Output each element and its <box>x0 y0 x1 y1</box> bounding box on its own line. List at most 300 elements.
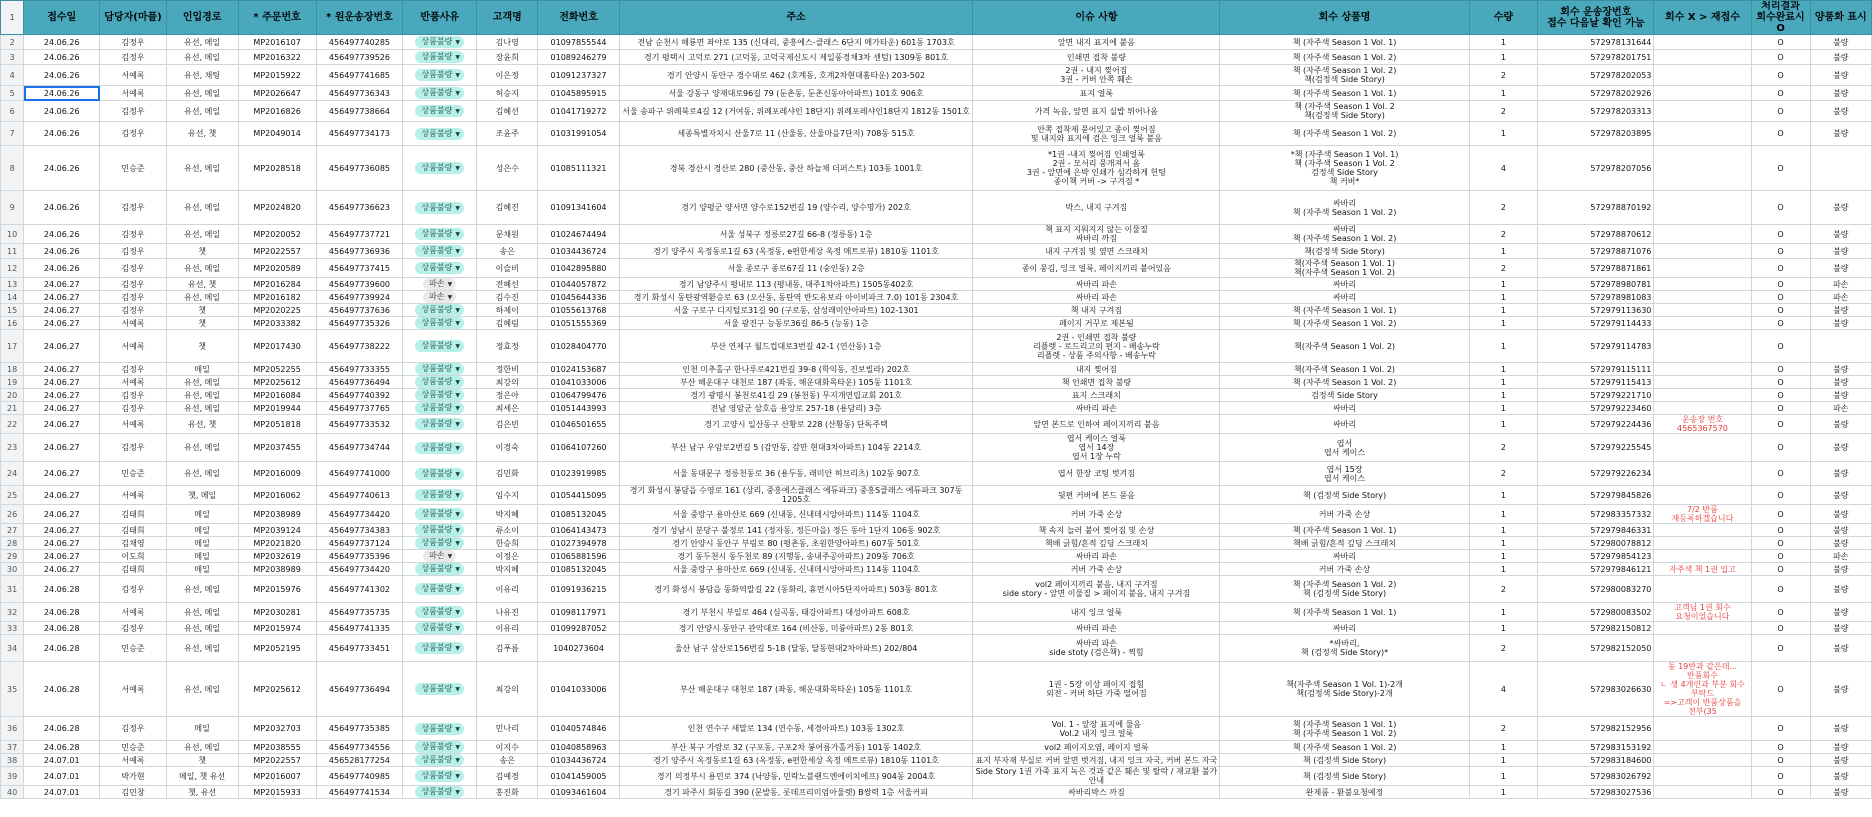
received-date-cell[interactable]: 24.06.26 <box>24 86 100 101</box>
return-tracking-number-cell[interactable]: 572979223460 <box>1538 402 1654 415</box>
original-tracking-number-cell[interactable]: 456497740392 <box>316 389 403 402</box>
return-reason-chip[interactable] <box>415 87 464 99</box>
return-product-cell[interactable]: 책(자주색 Season 1 Vol. 2) <box>1220 330 1469 363</box>
received-date-cell[interactable]: 24.06.26 <box>24 146 100 191</box>
return-reason-cell[interactable] <box>403 524 477 537</box>
inbound-channel-cell[interactable]: 메일, 챗 유선 <box>166 767 238 786</box>
quantity-cell[interactable]: 2 <box>1469 434 1538 462</box>
column-header[interactable]: 회수 X > 재접수 <box>1654 1 1751 35</box>
defect-flag-cell[interactable]: 불량 <box>1810 767 1871 786</box>
chevron-down-icon[interactable]: ▼ <box>455 320 460 327</box>
assignee-cell[interactable]: 박가현 <box>100 767 167 786</box>
chevron-down-icon[interactable]: ▼ <box>455 645 460 652</box>
original-tracking-number-cell[interactable]: 456497734744 <box>316 434 403 462</box>
return-product-cell[interactable]: 책 (자주색 Season 1 Vol. 1) <box>1220 304 1469 317</box>
return-reason-cell[interactable] <box>403 635 477 662</box>
assignee-cell[interactable]: 서예록 <box>100 86 167 101</box>
original-tracking-number-cell[interactable]: 456497737636 <box>316 304 403 317</box>
column-header[interactable]: 회수 운송장번호 접수 다음날 확인 가능 <box>1538 1 1654 35</box>
order-number-cell[interactable]: MP2016322 <box>238 50 316 65</box>
column-header[interactable]: 처리결과 회수완료시 O <box>1751 1 1810 35</box>
return-reason-chip[interactable] <box>415 402 464 414</box>
return-reason-chip[interactable] <box>415 786 464 798</box>
defect-flag-cell[interactable]: 불량 <box>1810 786 1871 799</box>
customer-name-cell[interactable]: 최강의 <box>477 662 538 717</box>
received-date-cell[interactable]: 24.07.01 <box>24 754 100 767</box>
received-date-cell[interactable]: 24.06.27 <box>24 415 100 434</box>
return-tracking-number-cell[interactable]: 572978871861 <box>1538 259 1654 278</box>
received-date-cell[interactable]: 24.07.01 <box>24 767 100 786</box>
row-number[interactable]: 4 <box>1 65 24 86</box>
return-tracking-number-cell[interactable]: 572980083270 <box>1538 576 1654 603</box>
re-registration-note-cell[interactable]: 자주색 책 1권 입고 <box>1654 563 1751 576</box>
re-registration-note-cell[interactable] <box>1654 191 1751 225</box>
order-number-cell[interactable]: MP2015933 <box>238 786 316 799</box>
result-mark-cell[interactable]: O <box>1751 50 1810 65</box>
return-reason-cell[interactable] <box>403 304 477 317</box>
result-mark-cell[interactable]: O <box>1751 576 1810 603</box>
assignee-cell[interactable]: 김정우 <box>100 434 167 462</box>
assignee-cell[interactable]: 서예록 <box>100 754 167 767</box>
return-tracking-number-cell[interactable]: 572979846331 <box>1538 524 1654 537</box>
chevron-down-icon[interactable]: ▼ <box>455 744 460 751</box>
return-reason-chip[interactable] <box>415 442 464 454</box>
inbound-channel-cell[interactable]: 유선, 메일 <box>166 662 238 717</box>
address-cell[interactable]: 경기 남양주시 평내로 113 (평내동, 대주1차아파트) 1505동402호 <box>619 278 973 291</box>
address-cell[interactable]: 인천 미추홀구 한나루로421번길 39-8 (학익동, 진보빌라) 202호 <box>619 363 973 376</box>
quantity-cell[interactable]: 4 <box>1469 662 1538 717</box>
assignee-cell[interactable]: 김민창 <box>100 786 167 799</box>
customer-name-cell[interactable]: 류소이 <box>477 524 538 537</box>
inbound-channel-cell[interactable]: 유선, 메일 <box>166 101 238 122</box>
row-number[interactable]: 25 <box>1 486 24 505</box>
quantity-cell[interactable]: 1 <box>1469 402 1538 415</box>
phone-number-cell[interactable]: 01098117971 <box>538 603 619 622</box>
return-product-cell[interactable]: 책(자주색 Season 1 Vol. 1)-2개 책(검정색 Side Story)-2개 <box>1220 662 1469 717</box>
inbound-channel-cell[interactable]: 유선, 메일 <box>166 389 238 402</box>
return-product-cell[interactable]: 책배 긁힘/흔적 깊딩 스크래치 <box>1220 537 1469 550</box>
return-tracking-number-cell[interactable]: 572983357332 <box>1538 505 1654 524</box>
quantity-cell[interactable]: 1 <box>1469 363 1538 376</box>
issue-notes-cell[interactable]: vol2 페이지오염, 페이지 얼룩 <box>973 741 1220 754</box>
inbound-channel-cell[interactable]: 유선, 메일 <box>166 50 238 65</box>
re-registration-note-cell[interactable] <box>1654 622 1751 635</box>
original-tracking-number-cell[interactable]: 456497741302 <box>316 576 403 603</box>
re-registration-note-cell[interactable] <box>1654 550 1751 563</box>
result-mark-cell[interactable]: O <box>1751 259 1810 278</box>
return-product-cell[interactable]: 싸바리 <box>1220 291 1469 304</box>
issue-notes-cell[interactable]: 엽서 케이스 얼룩 엽서 14장 엽서 1장 누락 <box>973 434 1220 462</box>
quantity-cell[interactable]: 4 <box>1469 146 1538 191</box>
return-reason-cell[interactable] <box>403 244 477 259</box>
inbound-channel-cell[interactable]: 메일 <box>166 363 238 376</box>
order-number-cell[interactable]: MP2032619 <box>238 550 316 563</box>
original-tracking-number-cell[interactable]: 456497733355 <box>316 363 403 376</box>
re-registration-note-cell[interactable] <box>1654 278 1751 291</box>
customer-name-cell[interactable]: 민나리 <box>477 717 538 741</box>
phone-number-cell[interactable]: 01042895880 <box>538 259 619 278</box>
row-number[interactable]: 31 <box>1 576 24 603</box>
received-date-cell[interactable]: 24.06.27 <box>24 376 100 389</box>
received-date-cell[interactable]: 24.06.27 <box>24 462 100 486</box>
customer-name-cell[interactable]: 하제이 <box>477 304 538 317</box>
original-tracking-number-cell[interactable]: 456497739924 <box>316 291 403 304</box>
return-reason-cell[interactable] <box>403 415 477 434</box>
defect-flag-cell[interactable]: 불량 <box>1810 363 1871 376</box>
inbound-channel-cell[interactable]: 메일 <box>166 563 238 576</box>
original-tracking-number-cell[interactable]: 456497736936 <box>316 244 403 259</box>
inbound-channel-cell[interactable]: 유선, 메일 <box>166 291 238 304</box>
issue-notes-cell[interactable]: 싸바리 파손 <box>973 291 1220 304</box>
return-product-cell[interactable]: 싸바리 <box>1220 622 1469 635</box>
received-date-cell[interactable]: 24.07.01 <box>24 786 100 799</box>
inbound-channel-cell[interactable]: 유선, 메일 <box>166 191 238 225</box>
received-date-cell[interactable]: 24.06.27 <box>24 486 100 505</box>
return-tracking-number-cell[interactable]: 572979114433 <box>1538 317 1654 330</box>
customer-name-cell[interactable]: 김은빈 <box>477 415 538 434</box>
quantity-cell[interactable]: 1 <box>1469 622 1538 635</box>
phone-number-cell[interactable]: 01041033006 <box>538 376 619 389</box>
phone-number-cell[interactable]: 01085132045 <box>538 505 619 524</box>
return-tracking-number-cell[interactable]: 572979846121 <box>1538 563 1654 576</box>
assignee-cell[interactable]: 서예록 <box>100 662 167 717</box>
return-tracking-number-cell[interactable]: 572978981083 <box>1538 291 1654 304</box>
re-registration-note-cell[interactable] <box>1654 402 1751 415</box>
original-tracking-number-cell[interactable]: 456497736085 <box>316 146 403 191</box>
return-product-cell[interactable]: 싸바리 <box>1220 550 1469 563</box>
address-cell[interactable]: 경기 안양시 동안구 관악대로 164 (비산동, 미륭아파트) 2동 801호 <box>619 622 973 635</box>
customer-name-cell[interactable]: 최강의 <box>477 376 538 389</box>
re-registration-note-cell[interactable] <box>1654 65 1751 86</box>
phone-number-cell[interactable]: 01041719272 <box>538 101 619 122</box>
phone-number-cell[interactable]: 01045895915 <box>538 86 619 101</box>
assignee-cell[interactable]: 김정우 <box>100 291 167 304</box>
customer-name-cell[interactable]: 나유진 <box>477 603 538 622</box>
address-cell[interactable]: 경기 성남시 분당구 불정로 141 (정자동, 정든마을) 정든 동아 1단지 106동 902호 <box>619 524 973 537</box>
address-cell[interactable]: 부산 북구 가람로 32 (구포동, 구포2차 봉어름가홀거동) 101동 1402호 <box>619 741 973 754</box>
return-product-cell[interactable]: 싸바리 <box>1220 415 1469 434</box>
issue-notes-cell[interactable]: Vol. 1 - 앞장 표지에 물음 Vol.2 내지 잉크 얼룩 <box>973 717 1220 741</box>
quantity-cell[interactable]: 1 <box>1469 376 1538 389</box>
phone-number-cell[interactable]: 1040273604 <box>538 635 619 662</box>
received-date-cell[interactable]: 24.06.27 <box>24 550 100 563</box>
chevron-down-icon[interactable]: ▼ <box>455 130 460 138</box>
inbound-channel-cell[interactable]: 유선, 메일 <box>166 259 238 278</box>
column-header[interactable]: * 원운송장번호 <box>316 1 403 35</box>
row-number[interactable]: 5 <box>1 86 24 101</box>
received-date-cell[interactable]: 24.06.27 <box>24 317 100 330</box>
inbound-channel-cell[interactable]: 메일 <box>166 717 238 741</box>
order-number-cell[interactable]: MP2030281 <box>238 603 316 622</box>
result-mark-cell[interactable]: O <box>1751 635 1810 662</box>
phone-number-cell[interactable]: 01027394978 <box>538 537 619 550</box>
re-registration-note-cell[interactable]: 고객님 1권 회수 요청이었습니다 <box>1654 603 1751 622</box>
return-product-cell[interactable]: 엽서 엽서 케이스 <box>1220 434 1469 462</box>
phone-number-cell[interactable]: 01085111321 <box>538 146 619 191</box>
original-tracking-number-cell[interactable]: 456497733532 <box>316 415 403 434</box>
order-number-cell[interactable]: MP2022557 <box>238 244 316 259</box>
chevron-down-icon[interactable]: ▼ <box>455 307 460 314</box>
assignee-cell[interactable]: 김정우 <box>100 191 167 225</box>
customer-name-cell[interactable]: 김수진 <box>477 291 538 304</box>
address-cell[interactable]: 경기 동두천시 동두천로 89 (지행동, 송내주공아파트) 209동 706호 <box>619 550 973 563</box>
inbound-channel-cell[interactable]: 유선, 챗 <box>166 415 238 434</box>
return-tracking-number-cell[interactable]: 572982152050 <box>1538 635 1654 662</box>
address-cell[interactable]: 인천 연수구 새말로 134 (연수동, 세경아파트) 103동 1302호 <box>619 717 973 741</box>
return-product-cell[interactable]: 책 (자주색 Season 1 Vol. 2) 책 (검정색 Side Story) <box>1220 576 1469 603</box>
return-reason-cell[interactable] <box>403 122 477 146</box>
assignee-cell[interactable]: 서예록 <box>100 317 167 330</box>
issue-notes-cell[interactable]: 싸바리박스 까짐 <box>973 786 1220 799</box>
defect-flag-cell[interactable]: 불량 <box>1810 191 1871 225</box>
customer-name-cell[interactable]: 이유리 <box>477 576 538 603</box>
address-cell[interactable]: 부산 연제구 월드컵대로3번길 42-1 (연산동) 1층 <box>619 330 973 363</box>
order-number-cell[interactable]: MP2016826 <box>238 101 316 122</box>
return-product-cell[interactable]: 싸바리 <box>1220 278 1469 291</box>
issue-notes-cell[interactable]: 커버 가죽 손상 <box>973 505 1220 524</box>
return-product-cell[interactable]: 싸바리 <box>1220 402 1469 415</box>
chevron-down-icon[interactable]: ▼ <box>455 72 460 79</box>
return-tracking-number-cell[interactable]: 572979226234 <box>1538 462 1654 486</box>
return-reason-chip[interactable] <box>415 606 464 618</box>
order-number-cell[interactable]: MP2038989 <box>238 563 316 576</box>
inbound-channel-cell[interactable]: 유선, 메일 <box>166 35 238 50</box>
re-registration-note-cell[interactable] <box>1654 225 1751 244</box>
received-date-cell[interactable]: 24.06.27 <box>24 363 100 376</box>
return-reason-chip[interactable] <box>415 363 464 375</box>
return-reason-chip[interactable] <box>415 69 464 81</box>
defect-flag-cell[interactable]: 파손 <box>1810 278 1871 291</box>
issue-notes-cell[interactable]: 내지 찢어짐 <box>973 363 1220 376</box>
return-reason-cell[interactable] <box>403 376 477 389</box>
return-reason-chip[interactable] <box>415 642 464 654</box>
issue-notes-cell[interactable]: *1권 -내지 찢어짐 인쇄얼룩 2권 - 모서리 뭉개져서 옴 3권 - 앞면에 은박 인쇄가 심각하게 헌팅 종이책 커버 -> 구겨짐 * <box>973 146 1220 191</box>
phone-number-cell[interactable]: 01054415095 <box>538 486 619 505</box>
inbound-channel-cell[interactable]: 챗 <box>166 304 238 317</box>
result-mark-cell[interactable]: O <box>1751 101 1810 122</box>
phone-number-cell[interactable]: 01034436724 <box>538 244 619 259</box>
defect-flag-cell[interactable]: 불량 <box>1810 50 1871 65</box>
received-date-cell[interactable]: 24.06.27 <box>24 304 100 317</box>
return-product-cell[interactable]: 책(자주색 Season 1 Vol. 2) <box>1220 363 1469 376</box>
return-reason-cell[interactable] <box>403 259 477 278</box>
order-number-cell[interactable]: MP2017430 <box>238 330 316 363</box>
defect-flag-cell[interactable]: 불량 <box>1810 505 1871 524</box>
return-reason-chip[interactable] <box>415 228 464 240</box>
phone-number-cell[interactable]: 01034436724 <box>538 754 619 767</box>
received-date-cell[interactable]: 24.06.26 <box>24 122 100 146</box>
customer-name-cell[interactable]: 김혜진 <box>477 191 538 225</box>
row-number[interactable]: 8 <box>1 146 24 191</box>
phone-number-cell[interactable]: 01051443993 <box>538 402 619 415</box>
defect-flag-cell[interactable]: 불량 <box>1810 754 1871 767</box>
result-mark-cell[interactable]: O <box>1751 244 1810 259</box>
quantity-cell[interactable]: 2 <box>1469 576 1538 603</box>
column-header[interactable]: 이슈 사항 <box>973 1 1220 35</box>
received-date-cell[interactable]: 24.06.27 <box>24 278 100 291</box>
column-header[interactable]: 담당자(마플) <box>100 1 167 35</box>
defect-flag-cell[interactable]: 불량 <box>1810 225 1871 244</box>
assignee-cell[interactable]: 서예록 <box>100 65 167 86</box>
phone-number-cell[interactable]: 01024153687 <box>538 363 619 376</box>
return-tracking-number-cell[interactable]: 572980083502 <box>1538 603 1654 622</box>
row-number[interactable]: 13 <box>1 278 24 291</box>
return-reason-chip[interactable] <box>423 550 456 562</box>
assignee-cell[interactable]: 김태희 <box>100 524 167 537</box>
return-reason-chip[interactable] <box>415 162 464 174</box>
defect-flag-cell[interactable]: 불량 <box>1810 486 1871 505</box>
column-header[interactable]: 수량 <box>1469 1 1538 35</box>
address-cell[interactable]: 서울 송파구 위례북로4길 12 (거여동, 위례포레샤인 18단지) 위례포레샤인18단지 1812동 1501호 <box>619 101 973 122</box>
result-mark-cell[interactable]: O <box>1751 754 1810 767</box>
phone-number-cell[interactable]: 01028404770 <box>538 330 619 363</box>
return-tracking-number-cell[interactable]: 572982150812 <box>1538 622 1654 635</box>
return-tracking-number-cell[interactable]: 572983026792 <box>1538 767 1654 786</box>
column-header[interactable]: 주소 <box>619 1 973 35</box>
return-reason-cell[interactable] <box>403 537 477 550</box>
phone-number-cell[interactable]: 01023919985 <box>538 462 619 486</box>
received-date-cell[interactable]: 24.06.26 <box>24 244 100 259</box>
address-cell[interactable]: 경기 고양시 일산동구 산황로 228 (산황동) 단독주택 <box>619 415 973 434</box>
customer-name-cell[interactable]: 이은정 <box>477 65 538 86</box>
quantity-cell[interactable]: 1 <box>1469 741 1538 754</box>
issue-notes-cell[interactable]: 커버 가죽 손상 <box>973 563 1220 576</box>
assignee-cell[interactable]: 김정우 <box>100 101 167 122</box>
row-number[interactable]: 7 <box>1 122 24 146</box>
quantity-cell[interactable]: 2 <box>1469 462 1538 486</box>
result-mark-cell[interactable]: O <box>1751 786 1810 799</box>
address-cell[interactable]: 경기 광명시 봉천로41길 29 (봉천동) 무지개연립교회 201호 <box>619 389 973 402</box>
received-date-cell[interactable]: 24.06.27 <box>24 524 100 537</box>
return-reason-chip[interactable] <box>415 317 464 329</box>
assignee-cell[interactable]: 김정우 <box>100 363 167 376</box>
chevron-down-icon[interactable]: ▼ <box>455 444 460 452</box>
return-reason-cell[interactable] <box>403 505 477 524</box>
return-product-cell[interactable]: 커버 가죽 손상 <box>1220 563 1469 576</box>
defect-flag-cell[interactable]: 불량 <box>1810 717 1871 741</box>
assignee-cell[interactable]: 민승준 <box>100 462 167 486</box>
issue-notes-cell[interactable]: 엽서 한장 코팅 벗겨짐 <box>973 462 1220 486</box>
re-registration-note-cell[interactable] <box>1654 376 1751 389</box>
return-reason-cell[interactable] <box>403 563 477 576</box>
inbound-channel-cell[interactable]: 유선, 메일 <box>166 225 238 244</box>
row-number[interactable]: 22 <box>1 415 24 434</box>
defect-flag-cell[interactable]: 불량 <box>1810 462 1871 486</box>
assignee-cell[interactable]: 김정우 <box>100 402 167 415</box>
issue-notes-cell[interactable]: 표지 부자재 부실로 커버 앞면 벗겨짐, 내지 잉크 자국, 커버 본드 자국 <box>973 754 1220 767</box>
re-registration-note-cell[interactable]: 동 19반과 같은데... 반품회수 ㄴ 생 4개인과 부분 회수 부탁드 =>고객이 반품상품을 전부(35 <box>1654 662 1751 717</box>
quantity-cell[interactable]: 1 <box>1469 278 1538 291</box>
phone-number-cell[interactable]: 01091936215 <box>538 576 619 603</box>
customer-name-cell[interactable]: 성은수 <box>477 146 538 191</box>
original-tracking-number-cell[interactable]: 456497736623 <box>316 191 403 225</box>
received-date-cell[interactable]: 24.06.27 <box>24 434 100 462</box>
received-date-cell[interactable]: 24.06.28 <box>24 635 100 662</box>
quantity-cell[interactable]: 1 <box>1469 603 1538 622</box>
phone-number-cell[interactable]: 01091341604 <box>538 191 619 225</box>
address-cell[interactable]: 서울 중랑구 용마산로 669 (신내동, 신내데시앙아파트) 114동 1104호 <box>619 505 973 524</box>
return-reason-chip[interactable] <box>423 291 456 303</box>
inbound-channel-cell[interactable]: 메일 <box>166 524 238 537</box>
inbound-channel-cell[interactable]: 유선, 메일 <box>166 146 238 191</box>
return-reason-cell[interactable] <box>403 389 477 402</box>
defect-flag-cell[interactable]: 불량 <box>1810 603 1871 622</box>
result-mark-cell[interactable]: O <box>1751 389 1810 402</box>
assignee-cell[interactable]: 김정우 <box>100 717 167 741</box>
return-tracking-number-cell[interactable]: 572978201751 <box>1538 50 1654 65</box>
issue-notes-cell[interactable]: 뒷편 커버에 본드 묻음 <box>973 486 1220 505</box>
return-reason-cell[interactable] <box>403 191 477 225</box>
row-number[interactable]: 38 <box>1 754 24 767</box>
assignee-cell[interactable]: 서예록 <box>100 603 167 622</box>
address-cell[interactable]: 경기 의정부시 용민로 374 (낙양동, 민락노블랜드엔에이치에프) 904동 2004호 <box>619 767 973 786</box>
address-cell[interactable]: 서울 성북구 정릉로27길 66-8 (정릉동) 1층 <box>619 225 973 244</box>
order-number-cell[interactable]: MP2020225 <box>238 304 316 317</box>
received-date-cell[interactable]: 24.06.27 <box>24 291 100 304</box>
assignee-cell[interactable]: 김정우 <box>100 576 167 603</box>
address-cell[interactable]: 전남 영암군 삼호읍 용앙로 257-18 (용담리) 3층 <box>619 402 973 415</box>
return-reason-cell[interactable] <box>403 754 477 767</box>
address-cell[interactable]: 서울 광진구 능동로36길 86-5 (능동) 1층 <box>619 317 973 330</box>
result-mark-cell[interactable]: O <box>1751 65 1810 86</box>
return-tracking-number-cell[interactable]: 572978203895 <box>1538 122 1654 146</box>
original-tracking-number-cell[interactable]: 456497735396 <box>316 550 403 563</box>
order-number-cell[interactable]: MP2015976 <box>238 576 316 603</box>
return-product-cell[interactable]: 완제품 - 환불요청예정 <box>1220 786 1469 799</box>
column-header[interactable]: 전화번호 <box>538 1 619 35</box>
order-number-cell[interactable]: MP2028518 <box>238 146 316 191</box>
inbound-channel-cell[interactable]: 유선, 메일 <box>166 376 238 389</box>
issue-notes-cell[interactable]: 앞면 본드로 인하여 페이지끼리 붙음 <box>973 415 1220 434</box>
quantity-cell[interactable]: 1 <box>1469 389 1538 402</box>
re-registration-note-cell[interactable] <box>1654 537 1751 550</box>
address-cell[interactable]: 울산 남구 삼산로156번길 5-18 (달동, 달동현대2차아파트) 202/804 <box>619 635 973 662</box>
address-cell[interactable]: 경기 화성시 봉담읍 동화역말길 22 (동화리, 휴먼시아5단지아파트) 503동 801호 <box>619 576 973 603</box>
customer-name-cell[interactable]: 박지혜 <box>477 563 538 576</box>
chevron-down-icon[interactable]: ▼ <box>455 54 460 61</box>
return-tracking-number-cell[interactable]: 572978870192 <box>1538 191 1654 225</box>
issue-notes-cell[interactable]: 책 표지 지워지지 않는 이물질 싸바리 까짐 <box>973 225 1220 244</box>
original-tracking-number-cell[interactable]: 456497737765 <box>316 402 403 415</box>
return-reason-cell[interactable] <box>403 486 477 505</box>
original-tracking-number-cell[interactable]: 456497737721 <box>316 225 403 244</box>
quantity-cell[interactable]: 1 <box>1469 317 1538 330</box>
return-product-cell[interactable]: 책 (자주색 Season 1 Vol. 2) <box>1220 50 1469 65</box>
phone-number-cell[interactable]: 01040858963 <box>538 741 619 754</box>
customer-name-cell[interactable]: 송은 <box>477 244 538 259</box>
issue-notes-cell[interactable]: 책 내지 구겨짐 <box>973 304 1220 317</box>
defect-flag-cell[interactable]: 불량 <box>1810 635 1871 662</box>
chevron-down-icon[interactable]: ▼ <box>455 625 460 632</box>
order-number-cell[interactable]: MP2016182 <box>238 291 316 304</box>
phone-number-cell[interactable]: 01065881596 <box>538 550 619 563</box>
return-product-cell[interactable]: 책 (자주색 Season 1 Vol. 2) <box>1220 741 1469 754</box>
inbound-channel-cell[interactable]: 유선, 챗 <box>166 122 238 146</box>
return-reason-chip[interactable] <box>415 340 464 352</box>
inbound-channel-cell[interactable]: 메일 <box>166 505 238 524</box>
order-number-cell[interactable]: MP2016009 <box>238 462 316 486</box>
chevron-down-icon[interactable]: ▼ <box>455 366 460 373</box>
result-mark-cell[interactable]: O <box>1751 122 1810 146</box>
return-product-cell[interactable]: 책 (검정색 Side Story) <box>1220 754 1469 767</box>
assignee-cell[interactable]: 김정우 <box>100 259 167 278</box>
issue-notes-cell[interactable]: 페이지 거꾸로 제본됨 <box>973 317 1220 330</box>
chevron-down-icon[interactable]: ▼ <box>447 294 453 301</box>
chevron-down-icon[interactable]: ▼ <box>455 39 460 46</box>
customer-name-cell[interactable]: 김민화 <box>477 462 538 486</box>
column-header[interactable]: 접수일 <box>24 1 100 35</box>
customer-name-cell[interactable]: 김나영 <box>477 35 538 50</box>
